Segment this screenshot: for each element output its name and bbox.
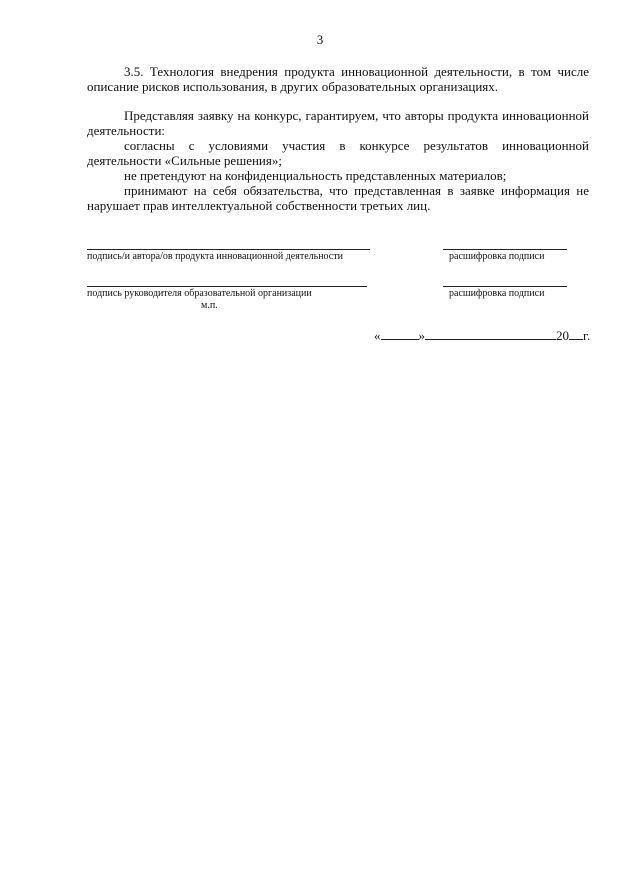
head-decode-line	[443, 286, 567, 287]
date-open-quote: «	[374, 328, 381, 343]
date-close-quote: »	[418, 328, 425, 343]
author-decode-line	[443, 249, 567, 250]
date-year-suffix: г.	[583, 328, 591, 343]
head-signature-line	[87, 286, 367, 287]
date-year-blank	[569, 327, 583, 340]
guarantee-item-confidentiality: не претендуют на конфиденциальность представленных материалов;	[124, 168, 507, 183]
guarantee-item-conditions: согласны с условиями участия в конкурсе результатов инновационной деятельности «Сильные решения»;	[87, 138, 589, 168]
author-decode-caption: расшифровка подписи	[449, 251, 545, 262]
section-3-5-paragraph: 3.5. Технология внедрения продукта инновационной деятельности, в том числе описание рисков использования, в других образовательных организациях.	[87, 64, 589, 94]
head-signature-caption: подпись руководителя образовательной организации	[87, 288, 312, 299]
date-month-blank	[425, 327, 556, 340]
guarantee-item-ip-rights: принимают на себя обязательства, что представленная в заявке информация не нарушает прав интеллектуальной собственности третьих лиц.	[87, 183, 589, 213]
stamp-caption: м.п.	[201, 300, 218, 311]
author-signature-caption: подпись/и автора/ов продукта инновационной деятельности	[87, 251, 343, 262]
author-signature-line	[87, 249, 370, 250]
head-decode-caption: расшифровка подписи	[449, 288, 545, 299]
date-day-blank	[381, 327, 419, 340]
document-body	[87, 64, 589, 213]
date-year-prefix: 20	[556, 328, 569, 343]
page-number: 3	[316, 32, 324, 47]
date-line	[374, 327, 590, 344]
guarantee-intro: Представляя заявку на конкурс, гарантируем, что авторы продукта инновационной деятельности:	[87, 108, 589, 138]
